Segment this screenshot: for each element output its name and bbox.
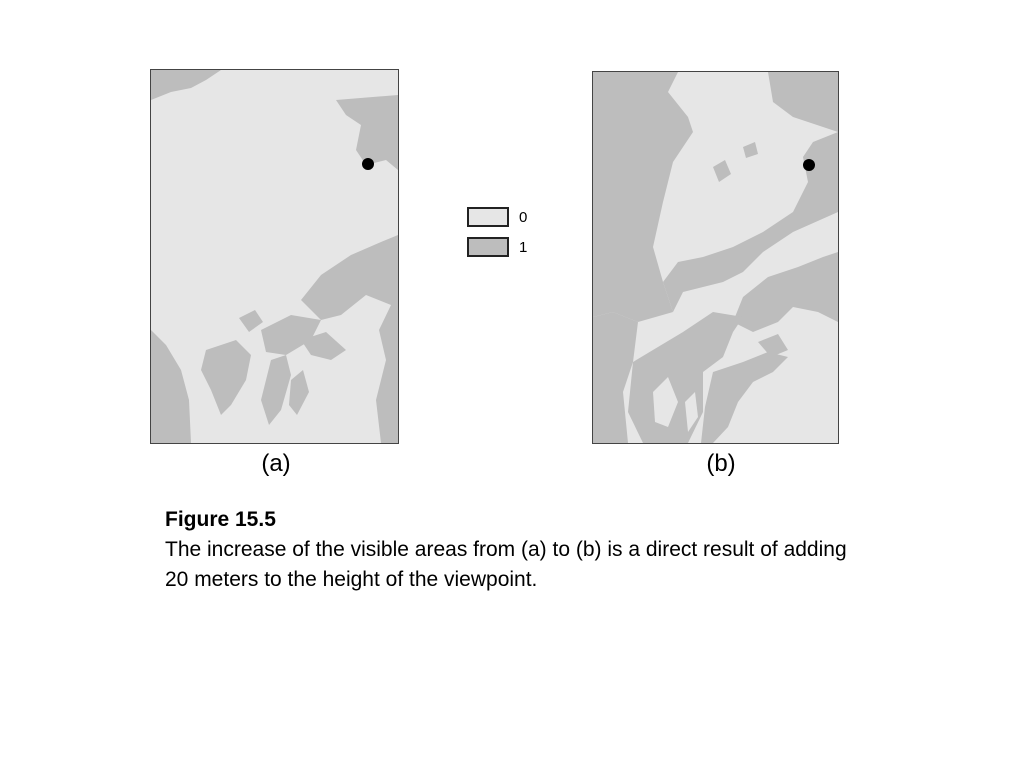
visible-area [289, 370, 309, 415]
viewpoint-marker [362, 158, 374, 170]
viewpoint-marker [803, 159, 815, 171]
viewshed-raster-a [151, 70, 398, 443]
map-a-label: (a) [261, 450, 291, 477]
visible-area [261, 355, 291, 425]
visible-area [713, 160, 731, 182]
viewshed-map-b [592, 71, 839, 444]
visible-area [758, 334, 788, 357]
visible-area [239, 310, 263, 332]
figure-caption [165, 505, 865, 595]
visible-area [593, 312, 638, 443]
visible-area [768, 72, 838, 132]
visible-area [201, 340, 251, 415]
figure-caption-text: The increase of the visible areas from (a) to (b) is a direct result of adding 20 meters to the height of the viewpoint. [165, 538, 847, 591]
legend-value: 0 [519, 209, 528, 226]
viewshed-raster-b [593, 72, 838, 443]
visible-area [743, 142, 758, 158]
map-b-label: (b) [706, 450, 736, 477]
viewshed-map-a [150, 69, 399, 444]
visible-area [151, 70, 221, 100]
visible-area [151, 330, 191, 443]
legend-swatch-0 [467, 207, 509, 227]
figure-caption-title: Figure 15.5 [165, 508, 276, 531]
legend-value: 1 [519, 239, 528, 256]
visible-area [701, 352, 788, 443]
legend-swatch-1 [467, 237, 509, 257]
